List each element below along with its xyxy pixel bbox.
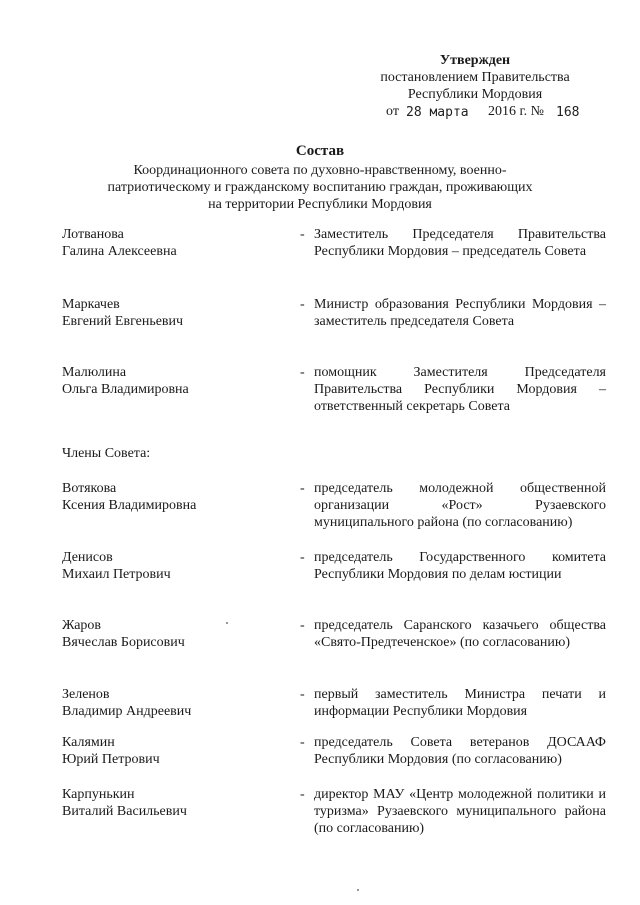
approval-line-republic: Республики Мордовия (407, 87, 543, 102)
member-name (62, 296, 282, 330)
member-dash: - (300, 481, 305, 496)
member-surname: Вотякова (62, 481, 117, 496)
member-role: председатель Государственного комитета Республики Мордовия по делам юстиции (314, 550, 606, 582)
member-dash: - (300, 297, 305, 312)
member-dash: - (300, 550, 305, 565)
member-given-names: Михаил Петрович (62, 567, 171, 582)
member-dash: - (300, 227, 305, 242)
approval-year: 2016 г. № (488, 104, 545, 119)
member-dash: - (300, 365, 305, 380)
member-given-names: Вячеслав Борисович (62, 635, 185, 650)
member-surname: Маркачев (62, 297, 120, 312)
member-name (62, 734, 282, 768)
member-surname: Жаров (62, 618, 102, 633)
member-given-names: Ольга Владимировна (62, 382, 189, 397)
member-given-names: Виталий Васильевич (62, 804, 187, 819)
approval-title: Утвержден (439, 53, 511, 68)
scan-speck (357, 889, 359, 891)
member-role: председатель молодежной общественной организации «Рост» Рузаевского муниципального района (по согласованию) (314, 481, 606, 530)
member-given-names: Владимир Андреевич (62, 704, 192, 719)
member-given-names: Галина Алексеевна (62, 244, 177, 259)
member-given-names: Евгений Евгеньевич (62, 314, 184, 329)
member-surname: Зеленов (62, 687, 110, 702)
member-role: председатель Совета ветеранов ДОСААФ Республики Мордовия (по согласованию) (314, 735, 606, 767)
approval-line-decree: постановлением Правительства (380, 70, 570, 85)
document-heading: Состав (295, 143, 345, 159)
member-surname: Карпунькин (62, 787, 135, 802)
member-name (62, 617, 282, 651)
approval-date-handwritten: 28 марта (406, 105, 469, 120)
member-given-names: Ксения Владимировна (62, 498, 197, 513)
member-name (62, 549, 282, 583)
member-name (62, 226, 282, 260)
member-name (62, 480, 282, 514)
member-role: Министр образования Республики Мордовия – заместитель председателя Совета (314, 297, 606, 329)
member-role: Заместитель Председателя Правительства Республики Мордовия – председатель Совета (314, 227, 606, 259)
document-title-block (100, 143, 540, 213)
scan-speck (226, 622, 228, 624)
member-dash: - (300, 787, 305, 802)
member-surname: Малюлина (62, 365, 127, 380)
approval-number-handwritten: 168 (556, 105, 580, 120)
member-role: директор МАУ «Центр молодежной политики и туризма» Рузаевского муниципального района (по согласованию) (314, 787, 606, 836)
approval-date-prefix: от (386, 104, 399, 119)
member-dash: - (300, 618, 305, 633)
member-name (62, 786, 282, 820)
member-dash: - (300, 735, 305, 750)
members-section-label: Члены Совета: (62, 446, 151, 461)
approval-date-line (360, 103, 590, 121)
member-role: первый заместитель Министра печати и информации Республики Мордовия (314, 687, 606, 719)
member-surname: Калямин (62, 735, 115, 750)
document-subtitle: Координационного совета по духовно-нравственному, военно-патриотическому и гражданскому воспитанию граждан, проживающих на территории Республики Мордовия (107, 163, 533, 212)
member-surname: Лотванова (62, 227, 124, 242)
member-name (62, 364, 282, 398)
member-given-names: Юрий Петрович (62, 752, 160, 767)
member-role: помощник Заместителя Председателя Правительства Республики Мордовия – ответственный секретарь Совета (314, 365, 606, 414)
member-role: председатель Саранского казачьего общества «Свято-Предтеченское» (по согласованию) (314, 618, 606, 650)
member-name (62, 686, 282, 720)
member-dash: - (300, 687, 305, 702)
member-surname: Денисов (62, 550, 113, 565)
approval-block (360, 52, 590, 121)
